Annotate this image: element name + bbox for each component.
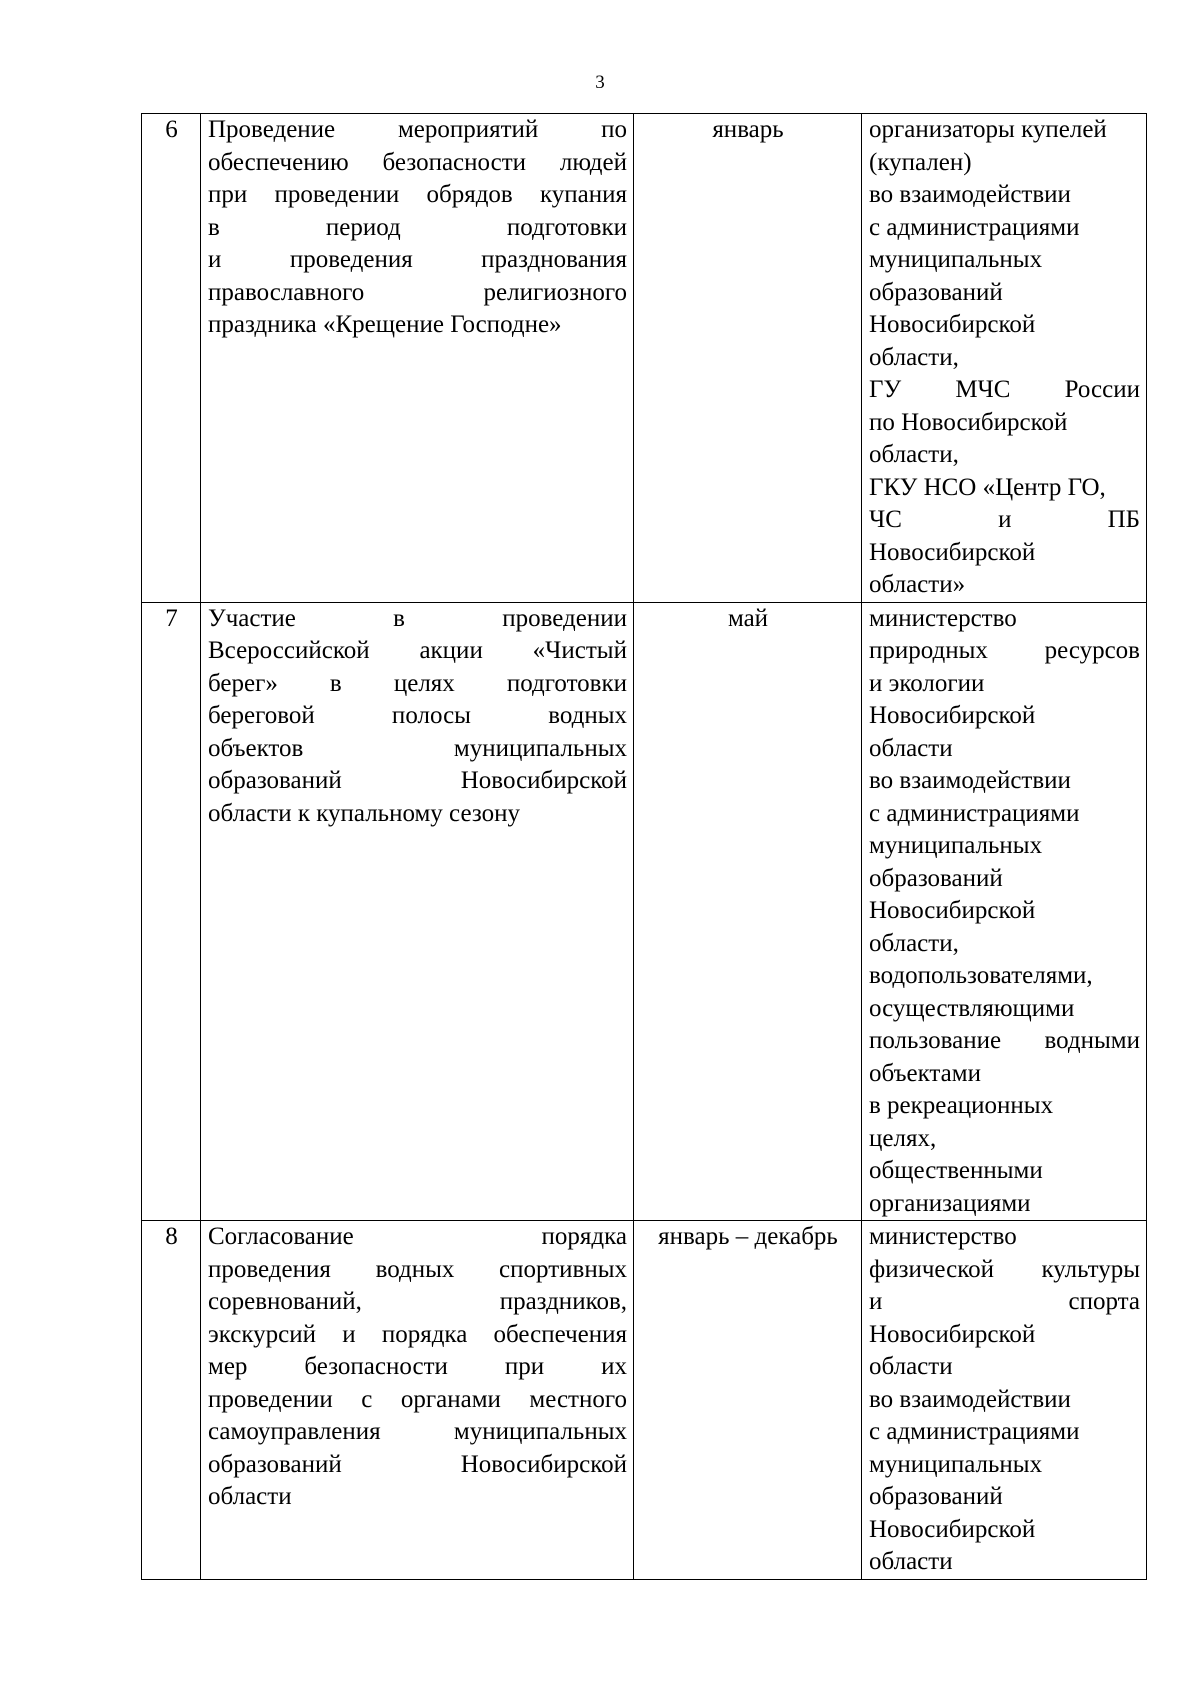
responsible-line: области, xyxy=(869,441,959,468)
responsible-line: осуществляющими xyxy=(869,994,1075,1022)
event-name-line: при проведении обрядов купания xyxy=(208,181,627,208)
event-name-line: объектов муниципальных xyxy=(208,734,627,762)
event-name xyxy=(201,1221,634,1580)
responsible-line: во взаимодействии xyxy=(869,767,1071,794)
table-row xyxy=(142,1221,1147,1580)
row-number: 7 xyxy=(142,602,201,1221)
responsible-line: с администрациями xyxy=(869,799,1080,827)
event-name-line: православного религиозного xyxy=(208,278,627,306)
event-name-line: образований Новосибирской xyxy=(208,767,627,794)
responsible-line: области xyxy=(869,1353,953,1380)
responsible-line: Новосибирской xyxy=(869,538,1036,566)
event-name-line: в период подготовки xyxy=(208,213,627,241)
events-table xyxy=(141,113,1147,1580)
responsible-line: ГКУ НСО «Центр ГО, xyxy=(869,473,1106,501)
event-name-line: мер безопасности при их xyxy=(208,1353,627,1380)
responsible-line: области xyxy=(869,1548,953,1575)
event-term: январь – декабрь xyxy=(634,1221,862,1580)
event-name-line: обеспечению безопасности людей xyxy=(208,148,627,176)
responsible-line: целях, xyxy=(869,1124,937,1152)
row-number: 6 xyxy=(142,114,201,603)
responsible-line: Новосибирской xyxy=(869,1320,1036,1348)
responsible-line: объектами xyxy=(869,1059,981,1087)
event-responsible xyxy=(862,1221,1147,1580)
responsible-line: с администрациями xyxy=(869,213,1080,241)
row-number: 8 xyxy=(142,1221,201,1580)
responsible-line: в рекреационных xyxy=(869,1092,1054,1119)
responsible-line: области xyxy=(869,734,953,762)
responsible-line: ГУ МЧС России xyxy=(869,376,1140,403)
responsible-line: и экологии xyxy=(869,669,985,697)
responsible-line: во взаимодействии xyxy=(869,1385,1071,1413)
table-row xyxy=(142,602,1147,1221)
responsible-line: образований xyxy=(869,864,1003,892)
responsible-line: Новосибирской xyxy=(869,702,1036,729)
responsible-line: общественными xyxy=(869,1157,1043,1184)
responsible-line: природных ресурсов xyxy=(869,637,1140,664)
responsible-line: ЧС и ПБ xyxy=(869,506,1140,533)
page-number: 3 xyxy=(595,72,605,93)
event-term: январь xyxy=(634,114,862,603)
responsible-line: организаторы купелей xyxy=(869,116,1107,143)
event-name-line: соревнований, праздников, xyxy=(208,1288,627,1315)
responsible-line: области, xyxy=(869,343,959,371)
responsible-line: муниципальных xyxy=(869,832,1043,859)
responsible-line: министерство xyxy=(869,1223,1017,1250)
event-name xyxy=(201,114,634,603)
event-name xyxy=(201,602,634,1221)
responsible-line: образований xyxy=(869,1483,1003,1510)
event-name-line: экскурсий и порядка обеспечения xyxy=(208,1320,627,1348)
responsible-line: области, xyxy=(869,929,959,957)
event-name-line: проведения водных спортивных xyxy=(208,1255,627,1283)
event-name-line: берег» в целях подготовки xyxy=(208,669,627,697)
event-name-line: и проведения празднования xyxy=(208,246,627,273)
event-name-line: самоуправления муниципальных xyxy=(208,1418,627,1445)
event-name-line: области к купальному сезону xyxy=(208,799,520,827)
table-row xyxy=(142,114,1147,603)
responsible-line: и спорта xyxy=(869,1288,1140,1315)
responsible-line: (купален) xyxy=(869,148,972,176)
responsible-line: по Новосибирской xyxy=(869,408,1068,436)
responsible-line: муниципальных xyxy=(869,1450,1043,1478)
responsible-line: пользование водными xyxy=(869,1027,1140,1054)
event-name-line: образований Новосибирской xyxy=(208,1450,627,1478)
event-term: май xyxy=(634,602,862,1221)
event-name-line: Участие в проведении xyxy=(208,604,627,632)
event-name-line: Всероссийской акции «Чистый xyxy=(208,637,627,664)
event-responsible xyxy=(862,602,1147,1221)
responsible-line: министерство xyxy=(869,604,1017,632)
responsible-line: области» xyxy=(869,571,966,598)
responsible-line: во взаимодействии xyxy=(869,181,1071,208)
responsible-line: Новосибирской xyxy=(869,1515,1036,1543)
responsible-line: организациями xyxy=(869,1189,1031,1217)
responsible-line: муниципальных xyxy=(869,246,1043,273)
event-name-line: праздника «Крещение Господне» xyxy=(208,311,562,338)
responsible-line: с администрациями xyxy=(869,1418,1080,1445)
event-name-line: Согласование порядка xyxy=(208,1223,627,1250)
event-name-line: Проведение мероприятий по xyxy=(208,116,627,143)
responsible-line: Новосибирской xyxy=(869,311,1036,338)
responsible-line: Новосибирской xyxy=(869,897,1036,924)
responsible-line: физической культуры xyxy=(869,1255,1140,1283)
event-name-line: области xyxy=(208,1483,292,1510)
responsible-line: водопользователями, xyxy=(869,962,1093,989)
event-responsible xyxy=(862,114,1147,603)
event-name-line: береговой полосы водных xyxy=(208,702,627,729)
event-name-line: проведении с органами местного xyxy=(208,1385,627,1413)
responsible-line: образований xyxy=(869,278,1003,306)
